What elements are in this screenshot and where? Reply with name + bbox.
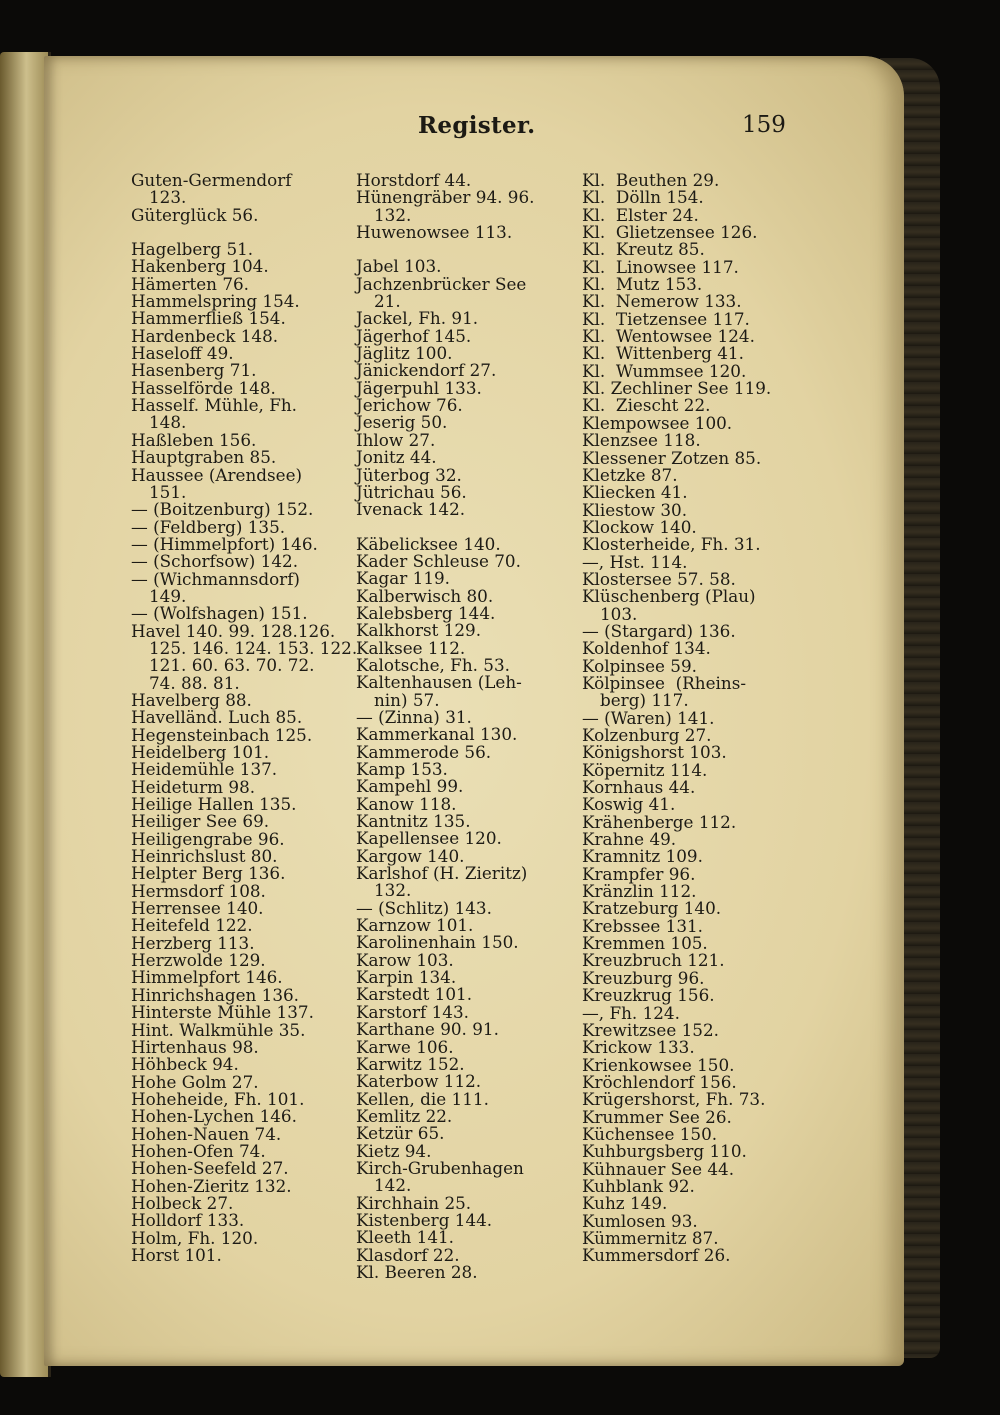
index-entry: Hohen-Nauen 74. [131,1123,282,1144]
index-entry: Karlshof (H. Zieritz) [356,863,528,884]
index-entry: —, Hst. 114. [582,551,688,572]
index-entry: Jüterbog 32. [356,464,462,485]
index-entry: —, Fh. 124. [582,1002,680,1023]
index-entry: 74. 88. 81. [149,672,240,693]
index-entry: Herzberg 113. [131,932,255,953]
index-entry: Karow 103. [356,949,454,970]
index-entry: Heideturm 98. [131,776,256,797]
index-entry: Kl. Dölln 154. [582,187,704,208]
index-entry: Kagar 119. [356,568,451,589]
index-entry: Kl. Kreutz 85. [582,239,705,260]
index-entry: Heitefeld 122. [131,915,253,936]
index-entry: Haßleben 156. [131,429,257,450]
index-entry: Kapellensee 120. [356,828,502,849]
index-entry: Karwitz 152. [356,1053,465,1074]
index-entry: Kolpinsee 59. [582,655,697,676]
index-entry: Kistenberg 144. [356,1209,493,1230]
index-entry: berg) 117. [600,690,689,711]
index-entry: Klasdorf 22. [356,1244,460,1265]
index-entry: 125. 146. 124. 153. 122. [149,637,358,658]
index-entry: Krummer See 26. [582,1106,732,1127]
index-entry: Haseloff 49. [131,343,234,364]
index-entry: Havelberg 88. [131,689,252,710]
index-entry: Ketzür 65. [356,1123,445,1144]
index-entry: Kremmen 105. [582,933,708,954]
index-entry: Kröchlendorf 156. [582,1071,737,1092]
index-entry: Jägerpuhl 133. [356,377,482,398]
index-entry: Kamp 153. [356,759,448,779]
index-entry: Kaltenhausen (Leh- [356,672,522,693]
index-entry: Kammerkanal 130. [356,724,518,745]
index-entry: Hasselförde 148. [131,377,276,398]
index-entry: — (Waren) 141. [582,707,715,728]
index-entry: Jütrichau 56. [356,481,467,502]
index-entry: Hint. Walkmühle 35. [131,1019,306,1040]
index-entry: 121. 60. 63. 70. 72. [149,655,315,676]
index-entry: — (Schlitz) 143. [356,897,492,918]
index-entry: Kantnitz 135. [356,811,471,832]
index-entry: Kl. Beeren 28. [356,1261,478,1282]
index-entry: Ivenack 142. [356,499,466,520]
index-entry: Köpernitz 114. [582,759,708,780]
index-entry: 123. [149,187,187,208]
index-entry: Kl. Tietzensee 117. [582,308,750,329]
index-entry: Hohen-Ofen 74. [131,1140,266,1161]
index-entry: Hammerfließ 154. [131,308,286,329]
index-entry: Heiligengrabe 96. [131,828,285,849]
index-entry: Kammerode 56. [356,741,492,762]
index-entry: Hünengräber 94. 96. [356,187,535,208]
index-entry: Kl. Nemerow 133. [582,291,742,312]
index-entry: Kornhaus 44. [582,777,696,798]
index-entry: Herrensee 140. [131,898,264,919]
index-entry: Kirch-Grubenhagen [356,1157,524,1178]
index-entry: Krügershorst, Fh. 73. [582,1089,766,1110]
index-entry: Karpin 134. [356,967,457,988]
index-entry: Kreuzbruch 121. [582,950,725,971]
index-entry: Hinrichshagen 136. [131,984,300,1005]
index-entry: 132. [374,880,412,901]
index-entry: Hinterste Mühle 137. [131,1002,314,1023]
index-entry: Kumlosen 93. [582,1210,698,1231]
index-entry: Königshorst 103. [582,742,727,763]
index-entry: Kuhz 149. [582,1193,668,1214]
index-entry: Hegensteinbach 125. [131,724,313,745]
index-entry: — (Feldberg) 135. [131,516,286,537]
index-entry: Jackel, Fh. 91. [356,308,479,329]
index-entry: Kalkhorst 129. [356,620,482,641]
index-entry: Kemlitz 22. [356,1105,453,1126]
index-entry: Kl. Wentowsee 124. [582,326,755,347]
index-entry: Hoheheide, Fh. 101. [131,1088,305,1109]
index-entry: Himmelpfort 146. [131,967,283,988]
index-entry: 151. [149,481,187,502]
index-entry: Katerbow 112. [356,1071,482,1092]
index-entry: Kühnauer See 44. [582,1158,735,1179]
index-entry: Klosterheide, Fh. 31. [582,534,761,555]
index-entry: Kalberwisch 80. [356,585,494,606]
index-entry: — (Boitzenburg) 152. [131,499,314,520]
index-entry: Jänickendorf 27. [356,360,497,381]
index-entry: — (Wichmannsdorf) [131,568,300,589]
index-entry: Hirtenhaus 98. [131,1036,259,1057]
index-entry: Jonitz 44. [356,447,437,468]
index-entry: Hammelspring 154. [131,291,300,312]
index-entry: Kalotsche, Fh. 53. [356,654,510,675]
index-entry: Huwenowsee 113. [356,222,513,243]
index-entry: Kl. Mutz 153. [582,274,703,295]
index-entry: Krahne 49. [582,829,677,850]
index-entry: Kleeth 141. [356,1227,455,1248]
index-entry: Koldenhof 134. [582,638,711,659]
index-entry: — (Schorfsow) 142. [131,551,299,572]
index-entry: Kl. Linowsee 117. [582,256,739,277]
index-entry: 132. [374,204,412,225]
index-entry: Kliestow 30. [582,499,688,520]
index-entry: Havel 140. 99. 128.126. [131,620,336,641]
index-entry: Hämerten 76. [131,273,250,294]
index-entry: Klockow 140. [582,516,697,537]
index-entry: Kietz 94. [356,1140,432,1161]
index-entry: Klüschenberg (Plau) [582,586,756,607]
index-entry: Heilige Hallen 135. [131,794,297,815]
index-entry: Jeserig 50. [356,412,448,433]
index-entry: Kuhblank 92. [582,1175,695,1196]
index-entry: Hohe Golm 27. [131,1071,259,1092]
index-entry: Hardenbeck 148. [131,325,279,346]
index-entry: Kuhburgsberg 110. [582,1141,747,1162]
index-entry: Hasself. Mühle, Fh. [131,395,297,416]
index-entry: Karthane 90. 91. [356,1019,499,1040]
index-entry: Kl. Wummsee 120. [582,360,747,381]
index-entry: Karwe 106. [356,1036,454,1057]
index-entry: Kargow 140. [356,845,465,866]
index-entry: Kl. Glietzensee 126. [582,222,758,243]
index-entry: Kümmernitz 87. [582,1227,719,1248]
index-entry: 142. [374,1175,412,1196]
index-entry: Kölpinsee (Rheins- [582,672,746,693]
page-number: 159 [742,112,786,138]
page-header [44,112,904,146]
page-title: Register. [418,112,536,139]
index-entry: Kliecken 41. [582,482,688,503]
index-entry: Heinrichslust 80. [131,846,278,867]
index-entry: Ihlow 27. [356,429,436,450]
index-entry: Kl. Ziescht 22. [582,395,711,416]
index-entry: Krampfer 96. [582,863,696,884]
index-entry: Koswig 41. [582,794,676,815]
index-entry: Krewitzsee 152. [582,1019,719,1040]
index-entry: Krähenberge 112. [582,811,737,832]
index-entry: Krickow 133. [582,1037,695,1058]
index-entry: Karstedt 101. [356,984,473,1005]
index-entry: Hohen-Zieritz 132. [131,1175,292,1196]
index-entry: — (Stargard) 136. [582,620,736,641]
index-entry: Hohen-Lychen 146. [131,1106,297,1127]
index-entry: Hohen-Seefeld 27. [131,1158,289,1179]
index-entry: Kreuzkrug 156. [582,985,715,1006]
index-entry: Kirchhain 25. [356,1192,472,1213]
index-entry: Kl. Wittenberg 41. [582,343,744,364]
index-entry: Jerichow 76. [356,395,463,416]
index-entry: Haussee (Arendsee) [131,464,303,485]
index-entry: Kränzlin 112. [582,881,697,902]
index-entry: Jäglitz 100. [356,343,453,364]
index-entry: Klempowsee 100. [582,412,733,433]
index-entry: Kader Schleuse 70. [356,550,521,571]
index-entry: 149. [149,585,187,606]
index-entry: Hagelberg 51. [131,239,254,260]
index-entry: Kellen, die 111. [356,1088,489,1109]
index-entry: — (Himmelpfort) 146. [131,533,318,554]
index-entry: Küchensee 150. [582,1123,718,1144]
index-entry: Jägerhof 145. [356,325,472,346]
index-entry: Havelländ. Luch 85. [131,707,303,728]
index-entry: Kreuzburg 96. [582,967,705,988]
index-entry: Kletzke 87. [582,464,678,485]
index-entry: Hakenberg 104. [131,256,269,277]
index-entry: Jachzenbrücker See [356,273,527,294]
index-entry: Heidelberg 101. [131,742,270,762]
index-entry: Kl. Elster 24. [582,204,699,225]
index-entry: Karolinenhain 150. [356,932,519,953]
index-entry: 103. [600,603,638,624]
index-entry: Holldorf 133. [131,1210,245,1231]
index-entry: Karnzow 101. [356,915,474,936]
index-entry: Kalebsberg 144. [356,602,496,623]
index-entry: Kl. Zechliner See 119. [582,378,772,399]
index-entry: Kampehl 99. [356,776,464,797]
index-entry: Kanow 118. [356,793,457,814]
index-entry: 21. [374,291,401,312]
index-entry: Höhbeck 94. [131,1054,239,1075]
index-entry: — (Wolfshagen) 151. [131,603,308,624]
index-entry: Hasenberg 71. [131,360,257,381]
index-entry: Karstorf 143. [356,1001,469,1022]
index-entry: Heidemühle 137. [131,759,278,780]
index-entry: Horst 101. [131,1244,222,1265]
index-entry: Hermsdorf 108. [131,880,266,901]
index-entry: Horstdorf 44. [356,170,472,190]
index-entry: Kratzeburg 140. [582,898,722,919]
index-entry: Kalksee 112. [356,637,466,658]
index-entry: Kramnitz 109. [582,846,703,867]
index-column-2 [356,172,581,1281]
index-entry: Kolzenburg 27. [582,725,712,745]
index-entry: Guten-Germendorf [131,170,292,190]
index-entry: Krienkowsee 150. [582,1054,735,1075]
index-column-1 [131,172,356,1264]
index-entry: Käbelicksee 140. [356,533,501,554]
index-entry: Krebssee 131. [582,915,704,936]
index-column-3 [582,172,807,1265]
index-entry: 148. [149,412,187,433]
index-entry: Hauptgraben 85. [131,447,277,468]
index-entry: Klessener Zotzen 85. [582,447,762,468]
index-entry: Helpter Berg 136. [131,863,286,884]
index-entry: Klostersee 57. 58. [582,568,736,589]
index-entry: nin) 57. [374,689,440,710]
index-entry: Holm, Fh. 120. [131,1227,259,1248]
index-entry: Herzwolde 129. [131,950,266,971]
index-entry: Klenzsee 118. [582,430,701,451]
index-entry: Heiliger See 69. [131,811,270,832]
index-entry: Jabel 103. [356,256,442,277]
index-entry: Güterglück 56. [131,204,259,225]
index-entry: Kummersdorf 26. [582,1245,731,1266]
index-entry: Kl. Beuthen 29. [582,170,720,190]
index-entry: Holbeck 27. [131,1192,234,1213]
index-entry: — (Zinna) 31. [356,706,472,727]
